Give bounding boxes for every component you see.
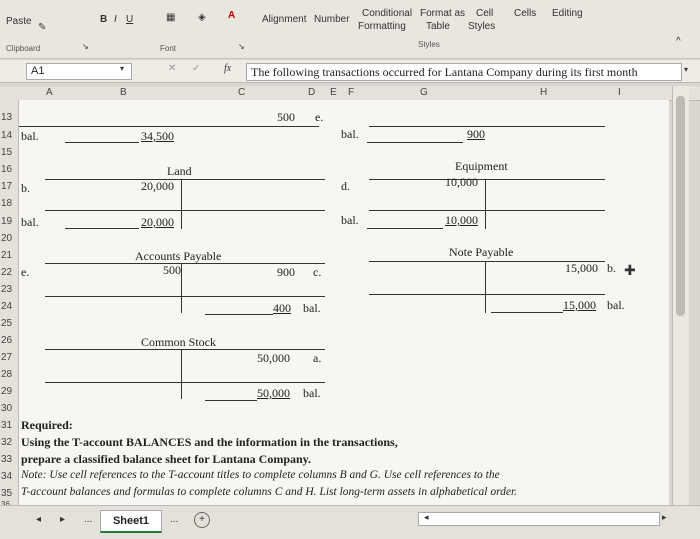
cell-e19[interactable]: bal. bbox=[341, 213, 359, 227]
t-account-title-note-payable[interactable]: Note Payable bbox=[449, 245, 514, 259]
next-sheet-icon[interactable]: ▸ bbox=[60, 514, 66, 525]
row-header[interactable]: 22 bbox=[1, 267, 13, 278]
cell-a17[interactable]: b. bbox=[21, 181, 30, 195]
format-as-table-line2[interactable]: Table bbox=[426, 21, 450, 32]
col-header[interactable]: E bbox=[330, 87, 337, 98]
row-header[interactable]: 35 bbox=[1, 488, 13, 499]
row-header[interactable]: 20 bbox=[1, 233, 13, 244]
double-underline bbox=[367, 142, 463, 143]
cell-d29[interactable]: 50,000 bbox=[257, 386, 290, 400]
t-account-title-accounts-payable[interactable]: Accounts Payable bbox=[135, 249, 222, 263]
formula-input[interactable]: The following transactions occurred for Lantana Company during its first month bbox=[246, 63, 682, 81]
col-header[interactable]: F bbox=[348, 87, 355, 98]
col-header[interactable]: C bbox=[238, 87, 246, 98]
vertical-scrollbar[interactable] bbox=[672, 86, 689, 505]
t-account-title-common-stock[interactable]: Common Stock bbox=[141, 335, 217, 349]
cell-i22[interactable]: b. bbox=[607, 261, 616, 275]
paste-button[interactable]: Paste bbox=[6, 16, 32, 27]
row-header[interactable]: 17 bbox=[1, 181, 13, 192]
col-header[interactable]: A bbox=[46, 87, 53, 98]
chevron-down-icon[interactable]: ▾ bbox=[120, 64, 125, 73]
prev-sheet-icon[interactable]: ◂ bbox=[36, 514, 42, 525]
cell-b22[interactable]: 500 bbox=[163, 263, 181, 277]
cell-i24[interactable]: bal. bbox=[607, 298, 625, 312]
t-account-bottom-line bbox=[369, 210, 605, 211]
cell-h22[interactable]: 15,000 bbox=[565, 261, 598, 275]
formula-bar bbox=[0, 60, 700, 83]
row-header[interactable]: 19 bbox=[1, 216, 13, 227]
row-header[interactable]: 13 bbox=[1, 112, 13, 123]
t-account-bottom-line bbox=[45, 296, 325, 297]
enter-icon[interactable]: ✓ bbox=[192, 63, 201, 74]
cell-a14[interactable]: bal. bbox=[21, 129, 39, 143]
scrollbar-thumb[interactable] bbox=[676, 96, 685, 316]
italic-button[interactable]: I bbox=[114, 14, 117, 25]
col-header[interactable]: G bbox=[420, 87, 428, 98]
cell-styles-line1[interactable]: Cell bbox=[476, 8, 494, 19]
sheet-tab-bar bbox=[0, 505, 700, 539]
cell-note-34[interactable]: Note: Use cell references to the T-account titles to complete columns B and G. Use cell references to the bbox=[21, 469, 500, 481]
col-header[interactable]: H bbox=[540, 87, 548, 98]
editing-button[interactable]: Editing bbox=[552, 8, 583, 19]
cell-e24[interactable]: bal. bbox=[303, 301, 321, 315]
row-header[interactable]: 33 bbox=[1, 454, 13, 465]
double-underline bbox=[205, 400, 257, 401]
cell-instruction-32[interactable]: Using the T-account BALANCES and the information in the transactions, bbox=[21, 435, 398, 449]
cell-e13[interactable]: e. bbox=[315, 110, 324, 124]
ribbon bbox=[0, 0, 700, 59]
cell-styles-line2[interactable]: Styles bbox=[468, 21, 496, 32]
row-header[interactable]: 28 bbox=[1, 369, 13, 380]
double-underline bbox=[65, 142, 139, 143]
bold-button[interactable]: B bbox=[100, 14, 108, 25]
expand-formula-icon[interactable]: ▾ bbox=[684, 65, 689, 74]
cell-e27[interactable]: a. bbox=[313, 351, 322, 365]
t-account-title-land[interactable]: Land bbox=[167, 164, 192, 178]
cell-d27[interactable]: 50,000 bbox=[257, 351, 290, 365]
horizontal-scrollbar[interactable] bbox=[418, 512, 660, 526]
number-button[interactable]: Number bbox=[314, 14, 350, 25]
row-header[interactable]: 23 bbox=[1, 284, 13, 295]
t-account-divider bbox=[181, 263, 182, 313]
row-header[interactable]: 34 bbox=[1, 471, 13, 482]
t-account-bottom-line bbox=[369, 294, 605, 295]
cell-b19[interactable]: 20,000 bbox=[141, 215, 174, 229]
cell-e14[interactable]: bal. bbox=[341, 127, 359, 141]
cell-d22[interactable]: 900 bbox=[277, 265, 295, 279]
t-account-bottom-line bbox=[45, 210, 325, 211]
cell-g19[interactable]: 10,000 bbox=[445, 213, 478, 227]
row-header[interactable]: 26 bbox=[1, 335, 13, 346]
t-account-divider bbox=[181, 179, 182, 229]
t-account-top-line bbox=[369, 126, 605, 127]
col-header[interactable]: I bbox=[618, 87, 621, 98]
underline-button[interactable]: U bbox=[126, 14, 134, 25]
conditional-formatting-line2[interactable]: Formatting bbox=[358, 21, 406, 32]
font-group-label: Font bbox=[160, 44, 177, 53]
t-account-top-line bbox=[19, 126, 319, 127]
add-sheet-icon[interactable]: + bbox=[194, 512, 210, 528]
format-painter-icon[interactable]: ✎ bbox=[38, 22, 47, 33]
cell-required[interactable]: Required: bbox=[21, 418, 73, 432]
font-launcher-icon[interactable]: ↘ bbox=[238, 42, 245, 51]
clipboard-launcher-icon[interactable]: ↘ bbox=[82, 42, 89, 51]
cell-a22[interactable]: e. bbox=[21, 265, 30, 279]
cell-note-35[interactable]: T-account balances and formulas to complete columns C and H. List long-term assets in alphabetical order. bbox=[21, 486, 518, 498]
sheet-tab-sheet1[interactable]: Sheet1 bbox=[100, 510, 162, 533]
clipboard-group-label: Clipboard bbox=[6, 44, 41, 53]
t-account-divider bbox=[485, 179, 486, 229]
col-header[interactable]: D bbox=[308, 87, 316, 98]
cell-d24[interactable]: 400 bbox=[273, 301, 291, 315]
col-header[interactable]: B bbox=[120, 87, 127, 98]
format-as-table-line1[interactable]: Format as bbox=[420, 8, 466, 19]
row-header[interactable]: 32 bbox=[1, 437, 13, 448]
t-account-top-line bbox=[45, 349, 325, 350]
double-underline bbox=[65, 228, 139, 229]
conditional-formatting-line1[interactable]: Conditional bbox=[362, 8, 413, 19]
scroll-left-icon[interactable]: ◂ bbox=[424, 512, 429, 522]
row-headers bbox=[0, 100, 19, 505]
row-header[interactable]: 27 bbox=[1, 352, 13, 363]
cancel-icon[interactable]: ✕ bbox=[168, 63, 177, 74]
cells-button[interactable]: Cells bbox=[514, 8, 537, 19]
more-sheets-right[interactable]: ... bbox=[170, 514, 179, 525]
cursor-plus-icon: ✚ bbox=[624, 262, 636, 278]
cell-g17[interactable]: 10,000 bbox=[445, 175, 478, 189]
cell-b14[interactable]: 34,500 bbox=[141, 129, 174, 143]
borders-icon[interactable]: ▦ bbox=[166, 12, 176, 23]
row-header[interactable]: 14 bbox=[1, 130, 13, 141]
double-underline bbox=[367, 228, 443, 229]
t-account-bottom-line bbox=[45, 382, 325, 383]
t-account-divider bbox=[181, 349, 182, 399]
t-account-divider bbox=[485, 261, 486, 313]
name-box[interactable]: A1 bbox=[26, 63, 132, 80]
row-header[interactable]: 16 bbox=[1, 164, 13, 175]
sheet-grid[interactable] bbox=[19, 100, 669, 505]
column-headers bbox=[0, 86, 700, 101]
fill-color-icon[interactable]: ◈ bbox=[198, 12, 206, 23]
row-header[interactable]: 21 bbox=[1, 250, 13, 261]
t-account-top-line bbox=[369, 179, 605, 180]
t-account-top-line bbox=[45, 263, 325, 264]
cell-instruction-33[interactable]: prepare a classified balance sheet for Lantana Company. bbox=[21, 452, 312, 466]
row-header[interactable]: 30 bbox=[1, 403, 13, 414]
double-underline bbox=[205, 314, 273, 315]
cell-d13[interactable]: 500 bbox=[277, 110, 295, 124]
row-header[interactable]: 24 bbox=[1, 301, 13, 312]
cell-e17[interactable]: d. bbox=[341, 179, 350, 193]
cell-a19[interactable]: bal. bbox=[21, 215, 39, 229]
cell-h24[interactable]: 15,000 bbox=[563, 298, 596, 312]
row-header[interactable]: 18 bbox=[1, 198, 13, 209]
cell-e29[interactable]: bal. bbox=[303, 386, 321, 400]
more-sheets-left[interactable]: ... bbox=[84, 514, 93, 525]
font-color-icon[interactable]: A bbox=[228, 10, 236, 21]
t-account-top-line bbox=[45, 179, 325, 180]
scroll-right-icon[interactable]: ▸ bbox=[662, 512, 667, 522]
row-header[interactable]: 15 bbox=[1, 147, 13, 158]
styles-group-label: Styles bbox=[418, 40, 440, 49]
insert-function-icon[interactable]: fx bbox=[224, 63, 232, 74]
collapse-ribbon-icon[interactable]: ^ bbox=[676, 36, 681, 47]
alignment-button[interactable]: Alignment bbox=[262, 14, 307, 25]
cell-g14[interactable]: 900 bbox=[467, 127, 485, 141]
row-header[interactable]: 25 bbox=[1, 318, 13, 329]
cell-e22[interactable]: c. bbox=[313, 265, 322, 279]
row-header[interactable]: 31 bbox=[1, 420, 13, 431]
t-account-title-equipment[interactable]: Equipment bbox=[455, 159, 508, 173]
row-header[interactable]: 29 bbox=[1, 386, 13, 397]
cell-b17[interactable]: 20,000 bbox=[141, 179, 174, 193]
double-underline bbox=[491, 312, 563, 313]
